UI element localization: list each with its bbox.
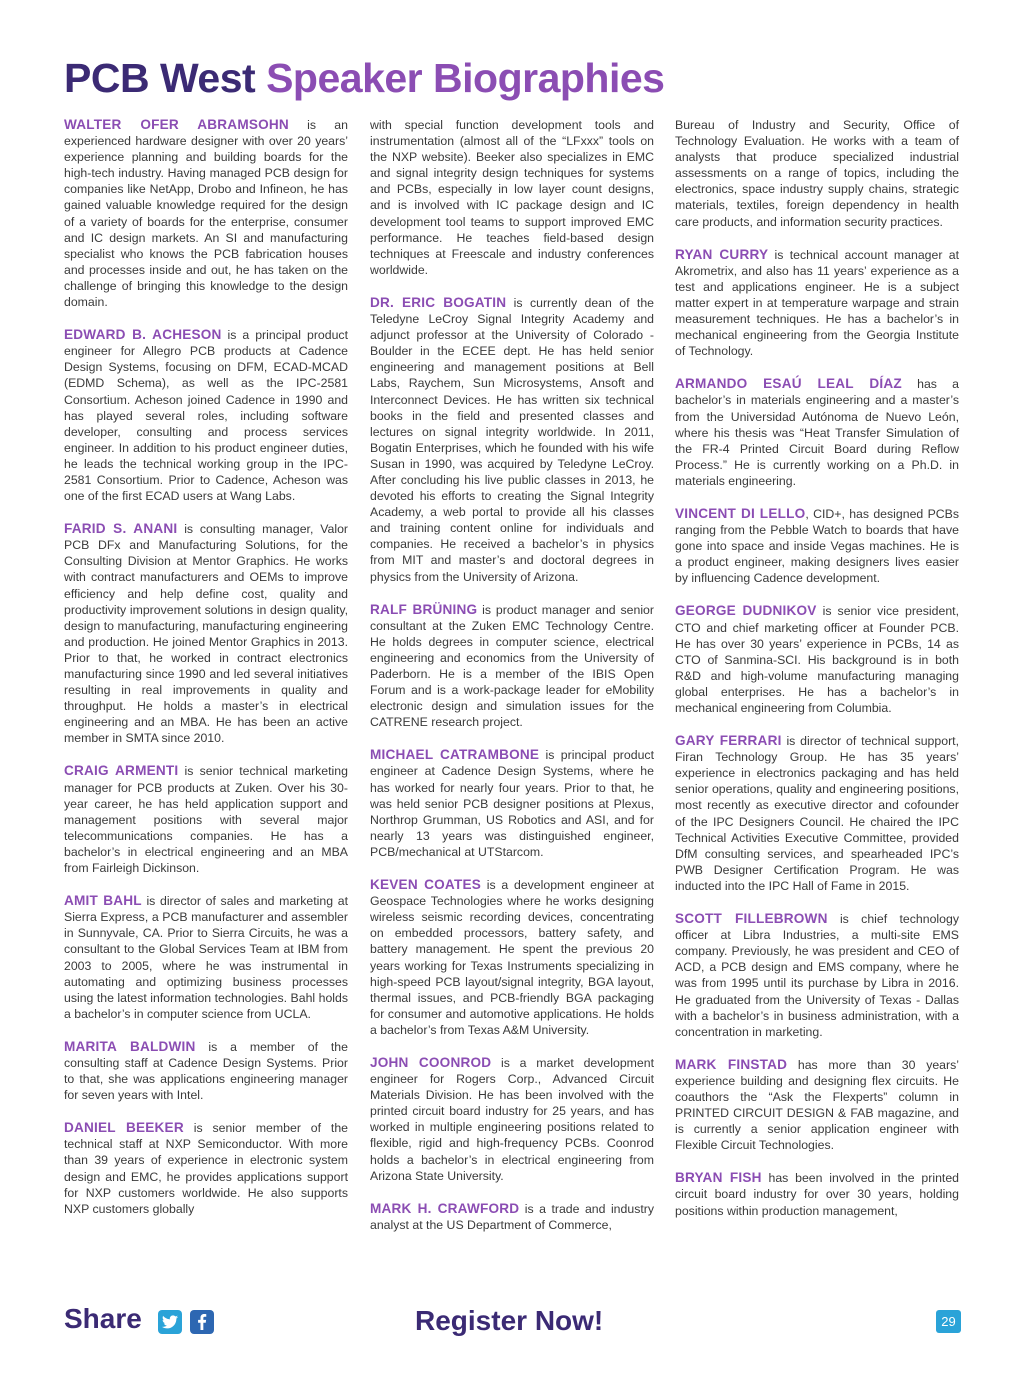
bio-text: is senior technical marketing manager for PCB products at Zuken. Over his 30-year career, he has held application support and management positions with several major telecommunications companies. He has a bachelor’s in electrical engineering and an MBA from Fairleigh Dickinson. (64, 764, 348, 876)
bio-vincent-di-lello (675, 506, 959, 586)
bio-text: with special function development tools and instrumentation (almost all of the “LFxxx” tools on the NXP website). Beeker also specializes in EMC and signal integrity design techniques for systems and PCBs, especially in low layer count designs, and is involved with IC package design and IC development tool teams to support improved EMC performance. He teaches field-based design techniques at Freescale and industry conferences worldwide. (370, 118, 654, 277)
bio-text: is director of technical support, Firan Technology Group. He has 35 years’ experience in electronics packaging and has held senior operations, quality and engineering positions, most recently as executive director and cofounder of the IPC Designers Council. He chaired the IPC Technical Activities Executive Committee, provided DfM consulting services, and spearheaded IPC’s PWB Designer Certification Program. He was inducted into the IPC Hall of Fame in 2015. (675, 734, 960, 893)
bio-text: is a member of the consulting staff at Cadence Design Systems. Prior to that, she was applications engineering manager for seven years with Intel. (64, 1039, 348, 1103)
bio-mark-finstad (675, 1057, 959, 1154)
twitter-icon[interactable] (158, 1310, 182, 1334)
bio-armando-leal-diaz (675, 376, 959, 489)
title-speaker-biographies: Speaker Biographies (266, 55, 665, 101)
speaker-name: MICHAEL CATRAMBONE (370, 747, 540, 763)
speaker-name: MARK H. CRAWFORD (370, 1200, 520, 1216)
speaker-name: DR. ERIC BOGATIN (370, 294, 507, 310)
speaker-name: MARK FINSTAD (675, 1056, 788, 1072)
bio-text: has a bachelor’s in materials engineering and a master’s from the Universidad Autónoma de Nuevo León, where his thesis was “Heat Transfer Simulation of the FR-4 Printed Circuit Board during Reflow Process.” He is currently working on a Ph.D. in materials engineering. (675, 377, 959, 488)
bio-text: is senior member of the technical staff at NXP Semiconductor. With more than 39 years of experience in electronic system design and EMC, he provides applications support for NXP customers worldwide. He also supports NXP customers globally (64, 1121, 348, 1216)
bio-marita-baldwin (64, 1039, 348, 1103)
bio-mark-crawford (370, 1201, 654, 1233)
bio-text: is director of sales and marketing at Sierra Express, a PCB manufacturer and assembler in Sunnyvale, CA. Prior to Sierra Circuits, he was a consultant to the Global Services Team at IBM from 2003 to 2005, where he was instrumental in automating and optimizing business processes using the latest information technologies. Bahl holds a bachelor’s in computer science from UCLA. (64, 894, 348, 1021)
speaker-name: WALTER OFER ABRAMSOHN (64, 117, 289, 132)
register-now-link[interactable]: Register Now! (415, 1305, 604, 1336)
bio-ryan-curry (675, 247, 959, 360)
column-2 (370, 117, 654, 1250)
bio-edward-acheson (64, 327, 348, 504)
speaker-name: FARID S. ANANI (64, 521, 178, 537)
speaker-name: EDWARD B. ACHESON (64, 327, 222, 343)
bio-text: is chief technology officer at Libra Industries, a multi-site EMS company. Previously, he was president and CEO of ACD, a PCB design and EMS company, where he was from 1995 until its purchase by Libra in 2016. He graduated from the University of Texas - Dallas with a bachelor’s in business administration, with a concentration in marketing. (675, 912, 959, 1039)
bio-text: is technical account manager at Akrometrix, and also has 11 years’ experience as a test and applications engineer. He is a subject matter expert in at temperature warpage and strain measurement techniques. He has a bachelor’s in mechanical engineering from the Georgia Institute of Technology. (675, 247, 959, 359)
bio-text: is a trade and industry analyst at the US Department of Commerce, (370, 1201, 655, 1232)
speaker-name: KEVEN COATES (370, 877, 481, 893)
share-label: Share (64, 1303, 142, 1334)
bio-keven-coates (370, 877, 654, 1038)
bio-george-dudnikov (675, 603, 959, 716)
bio-daniel-beeker (64, 1120, 348, 1217)
bio-bryan-fish (675, 1170, 959, 1218)
facebook-f-glyph (197, 1314, 207, 1330)
bio-text: has more than 30 years’ experience building and designing flex circuits. He coauthors the “Ask the Flexperts” column in PRINTED CIRCUIT DESIGN & FAB magazine, and is currently a senior application engineer with Flexible Circuit Technologies. (675, 1057, 959, 1153)
speaker-name: SCOTT FILLEBROWN (675, 911, 828, 927)
speaker-name: CRAIG ARMENTI (64, 763, 179, 779)
speaker-name: JOHN COONROD (370, 1054, 492, 1070)
bio-gary-ferrari (675, 733, 959, 894)
speaker-name: GEORGE DUDNIKOV (675, 603, 817, 619)
biography-columns (64, 117, 960, 1282)
title-pcb-west: PCB West (64, 55, 256, 101)
bio-text: is consulting manager, Valor PCB DFx and Manufacturing Solutions, for the Consulting Division at Mentor Graphics. He works with contract manufacturers and OEMs to improve efficiency and help define cost, quality and productivity improvement solutions in design quality, design to manufacturing, manufacturing engineering and production. He joined Mentor Graphics in 2013. Prior to that, he worked in contract electronics manufacturing since 1990 and led several initiatives resulting in real improvements in quality and throughput. He holds a master’s in electrical engineering and an MBA. He has been an active member in SMTA since 2010. (64, 522, 348, 746)
bio-text: is senior vice president, CTO and chief marketing officer at Founder PCB. He has over 30 years’ experience in PCBs, 14 as CTO of Sanmina-SCI. His background is in both R&D and high-volume manufacturing managing global enterprises. He has a bachelor’s in mechanical engineering from Columbia. (675, 604, 959, 715)
bio-ralf-bruning (370, 602, 654, 731)
bio-mark-crawford-continued (675, 117, 959, 230)
bio-text: is principal product engineer at Cadence Design Systems, where he has worked for nearly four years. Prior to that, he was held senior PCB designer positions at Plexus, Northrop Grumman, US Robotics and ASI, and for nearly 13 years was distinguished engineer, PCB/mechanical at UTStarcom. (370, 748, 654, 859)
bio-text: , CID+, has designed PCBs ranging from the Pebble Watch to boards that have gone into space and inside Vegas machines. He is a product engineer, making designers lives easier by influencing Cadence development. (675, 506, 959, 586)
bio-amit-bahl (64, 893, 348, 1022)
column-3 (675, 117, 959, 1236)
bio-walter-ofer-abramsohn (64, 117, 348, 310)
bio-daniel-beeker-continued (370, 117, 654, 278)
bio-scott-fillebrown (675, 911, 959, 1040)
bio-text: is a principal product engineer for Allegro PCB products at Cadence Design Systems, focusing on DFM, ECAD-MCAD (EDMD Schema), as well as the IPC-2581 Consortium. Acheson joined Cadence in 1990 and has played several roles, including software developer, consulting and process services engineer. In addition to his product engineer duties, he leads the technical working group in the IPC-2581 Consortium. Prior to Cadence, Acheson was one of the first ECAD users at Wang Labs. (64, 328, 348, 504)
speaker-name: AMIT BAHL (64, 893, 142, 909)
speaker-name: MARITA BALDWIN (64, 1038, 196, 1054)
twitter-bird-glyph (162, 1315, 178, 1329)
bio-text: is currently dean of the Teledyne LeCroy Signal Integrity Academy and adjunct professor at the University of Colorado - Boulder in the ECEE dept. He has held senior engineering and management positions at Bell Labs, Raychem, Sun Microsystems, Ansoft and Interconnect Devices. He has written six technical books in the field and presented classes and lectures on signal integrity worldwide. In 2011, Bogatin Enterprises, which he founded with his wife Susan in 1990, was acquired by Teledyne LeCroy. After concluding his live public classes in 2013, he devoted his efforts to creating the Signal Integrity Academy, a web portal to provide all his classes and training content online for individuals and companies. He received a bachelor’s in physics from MIT and master’s and doctoral degrees in physics from the University of Arizona. (370, 295, 655, 584)
speaker-name: DANIEL BEEKER (64, 1120, 184, 1136)
page-title (64, 55, 665, 101)
bio-john-coonrod (370, 1055, 654, 1184)
bio-text: has been involved in the printed circuit board industry for over 30 years, holding positions within production management, (675, 1171, 960, 1218)
speaker-name: RALF BRÜNING (370, 601, 478, 617)
column-1 (64, 117, 348, 1234)
facebook-icon[interactable] (190, 1310, 214, 1334)
bio-eric-bogatin (370, 295, 654, 585)
bio-text: is a development engineer at Geospace Technologies where he works designing wireless seismic recording devices, concentrating on embedded processors, battery safety, and battery management. He spent the previous 20 years working for Texas Instruments specializing in high-speed PCB layout/signal integrity, BGA layout, thermal issues, and PCB-friendly BGA packaging for consumer and automotive applications. He holds a bachelor’s from Texas A&M University. (370, 878, 654, 1037)
speaker-name: VINCENT DI LELLO (675, 505, 806, 521)
bio-text: is a market development engineer for Rogers Corp., Advanced Circuit Materials Division. He has been involved with the printed circuit board industry for 25 years, and has worked in multiple engineering positions related to flexible, rigid and high-frequency PCBs. Coonrod holds a bachelor’s in electrical engineering from Arizona State University. (370, 1055, 654, 1183)
speaker-name: RYAN CURRY (675, 246, 769, 262)
bio-text: is an experienced hardware designer with over 20 years’ experience planning and building boards for the high-tech industry. Having managed PCB design for companies like NetApp, Drobo and Infineon, he has gained valuable knowledge required for the design of a variety of boards for the enterprise, consumer and IC design markets. An SI and manufacturing specialist who knows the PCB fabrication houses and processes inside and out, he has taken on the challenge of bringing this knowledge to the design domain. (64, 118, 348, 310)
footer (0, 1300, 1024, 1350)
speaker-name: BRYAN FISH (675, 1170, 762, 1186)
bio-michael-catrambone (370, 747, 654, 860)
page-number: 29 (936, 1310, 961, 1333)
bio-farid-anani (64, 521, 348, 746)
speaker-name: GARY FERRARI (675, 733, 782, 749)
bio-text: is product manager and senior consultant at the Zuken EMC Technology Centre. He holds degrees in computer science, electrical engineering and economics from the University of Paderborn. He is a member of the IBIS Open Forum and is a work-package leader for eMobility electronic design and simulation issues for the CATRENE research project. (370, 602, 654, 730)
bio-text: Bureau of Industry and Security, Office of Technology Evaluation. He works with a team of analysts that produce specialized industrial assessments on a range of topics, including the electronics, space industry supply chains, strategic materials, textiles, foreign dependency in health care products, and information security practices. (675, 118, 959, 229)
speaker-name: ARMANDO ESAÚ LEAL DÍAZ (675, 376, 902, 392)
bio-craig-armenti (64, 763, 348, 876)
